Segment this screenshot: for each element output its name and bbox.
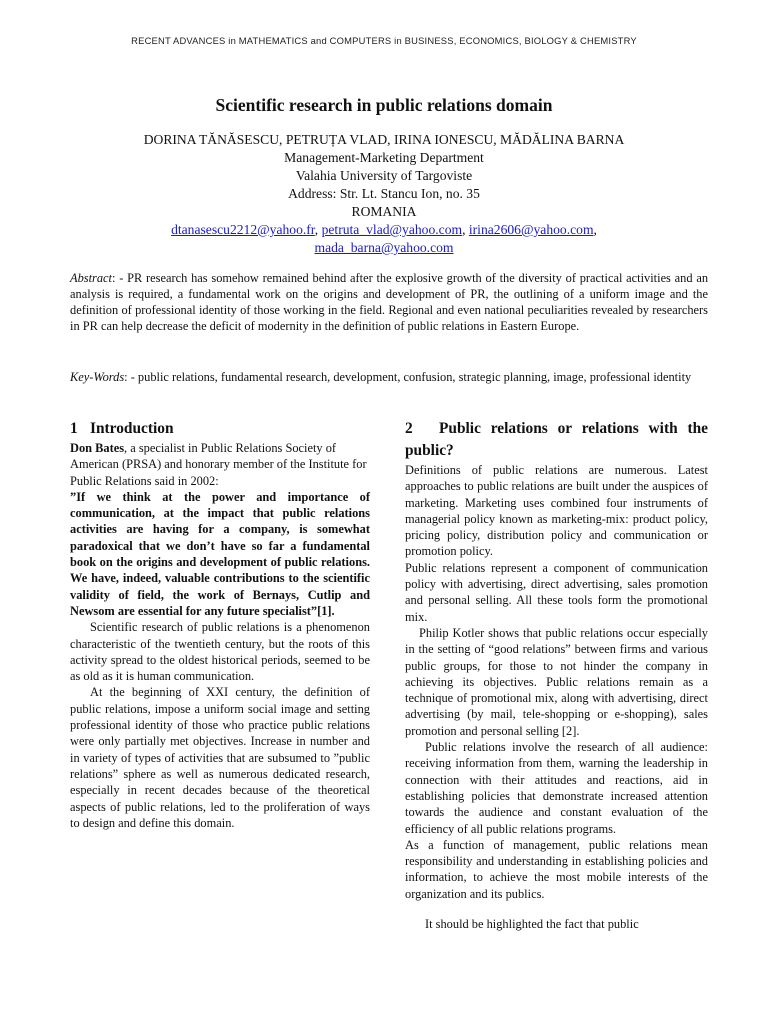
paragraph: Definitions of public relations are numerous. Latest approaches to public relations are built under the auspices of marketing. Marketing uses combined four instruments of managerial policy known as marketing-mix: product policy, pricing policy, distribution policy and communication or promotion policy. — [405, 463, 708, 559]
section-heading-introduction: 1 Introduction — [70, 420, 174, 437]
keywords: Key-Words: - public relations, fundamental research, development, confusion, strategic planning, image, professional identity — [70, 370, 692, 384]
left-column — [70, 418, 370, 831]
keywords-text: public relations, fundamental research, development, confusion, strategic planning, image, professional identity — [137, 370, 692, 384]
email-link[interactable]: irina2606@yahoo.com — [468, 222, 594, 237]
author-names: DORINA TĂNĂSESCU, PETRUȚA VLAD, IRINA IONESCU, MĂDĂLINA BARNA — [143, 132, 625, 147]
country: ROMANIA — [351, 204, 417, 219]
abstract: Abstract: - PR research has somehow remained behind after the explosive growth of the diversity of practical activities and an analysis is required, a fundamental work on the origins and development of PR, the outlining of a uniform image and the definition of professional identity of those working in the field. Regional and even national peculiarities revealed by researchers in PR can help decrease the deficit of modernity in the definition of public relations in Eastern Europe. — [70, 271, 709, 333]
section-heading-public-relations: 2 Public relations or relations with the public? — [405, 420, 708, 459]
right-column — [405, 418, 708, 932]
department: Management-Marketing Department — [284, 150, 484, 165]
paragraph: Public relations involve the research of all audience: receiving information from them, warning the leadership in connection with their attitudes and reactions, aid in establishing policies that demonstrate increased attention towards the audience and constant evaluation of the efficiency of all public relations programs. — [405, 740, 708, 836]
paragraph: Public relations represent a component of communication policy with advertising, direct advertising, sales promotion and personal selling. All these tools form the promotional mix. — [405, 560, 708, 624]
email-link[interactable]: dtanasescu2212@yahoo.fr — [171, 222, 315, 237]
email-list: dtanasescu2212@yahoo.fr, petruta_vlad@yahoo.com, irina2606@yahoo.com, — [171, 222, 597, 237]
author-block — [0, 131, 768, 257]
intro-paragraph: Don Bates, a specialist in Public Relations Society of American (PRSA) and honorary member of the Institute for Public Relations said in 2002: — [70, 441, 367, 488]
paragraph: It should be highlighted the fact that public — [425, 917, 639, 932]
intro-quote: ”If we think at the power and importance of communication, at the impact that public relations activities are having for a company, is somewhat paradoxical that we don’t have so far a fundamental book on the origins and development of public relations. We have, indeed, valuable contributions to the scientific validity of field, the work of Bernays, Cutlip and Newsom are essential for any future specialist”[1]. — [70, 489, 370, 618]
address: Address: Str. Lt. Stancu Ion, no. 35 — [288, 186, 480, 201]
running-header: RECENT ADVANCES in MATHEMATICS and COMPUTERS in BUSINESS, ECONOMICS, BIOLOGY & CHEMISTRY — [131, 35, 637, 46]
email-list-line-2 — [0, 239, 768, 257]
paper-title: Scientific research in public relations domain — [215, 95, 553, 115]
paragraph: As a function of management, public relations mean responsibility and understanding in establishing policies and information, to achieve the most mobile interests of the organization and its publics. — [405, 837, 708, 901]
paragraph: Philip Kotler shows that public relations occur especially in the setting of “good relations” between firms and various public groups, for those to not hinder the company in achieving its objectives. Public relations remain as a technique of promotional mix, along with advertising, direct advertising (by mail, tele-shopping or e-shopping), sales promotion and personal selling [2]. — [405, 625, 708, 738]
paragraph: Scientific research of public relations is a phenomenon characteristic of the twentieth century, but the roots of this activity spread to the oldest historical periods, seemed to be as old as it is human communication. — [70, 620, 370, 684]
university: Valahia University of Targoviste — [295, 168, 473, 183]
intro-author: Don Bates — [70, 441, 125, 455]
abstract-label: Abstract — [70, 271, 112, 285]
email-link[interactable]: petruta_vlad@yahoo.com — [321, 222, 463, 237]
paragraph: At the beginning of XXI century, the definition of public relations, impose a uniform social image and setting professional identity of those who practice public relations were only partially met objectives. Increase in number and in variety of types of activities that are subsumed to ”public relations” sphere as well as numerous dedicated research, especially in recent decades because of the theoretical aspects of public relations, led to the proliferation of ways to design and define this domain. — [70, 685, 370, 830]
keywords-label: Key-Words — [70, 370, 125, 384]
abstract-text: PR research has somehow remained behind after the explosive growth of the diversity of practical activities and an analysis is required, a fundamental work on the origins and development of PR, the outlining of a uniform image and the definition of professional identity of those working in the field. Regional and even national peculiarities revealed by researchers in PR can help decrease the deficit of modernity in the definition of public relations in Eastern Europe. — [70, 271, 709, 333]
email-link[interactable]: mada_barna@yahoo.com — [314, 240, 454, 255]
